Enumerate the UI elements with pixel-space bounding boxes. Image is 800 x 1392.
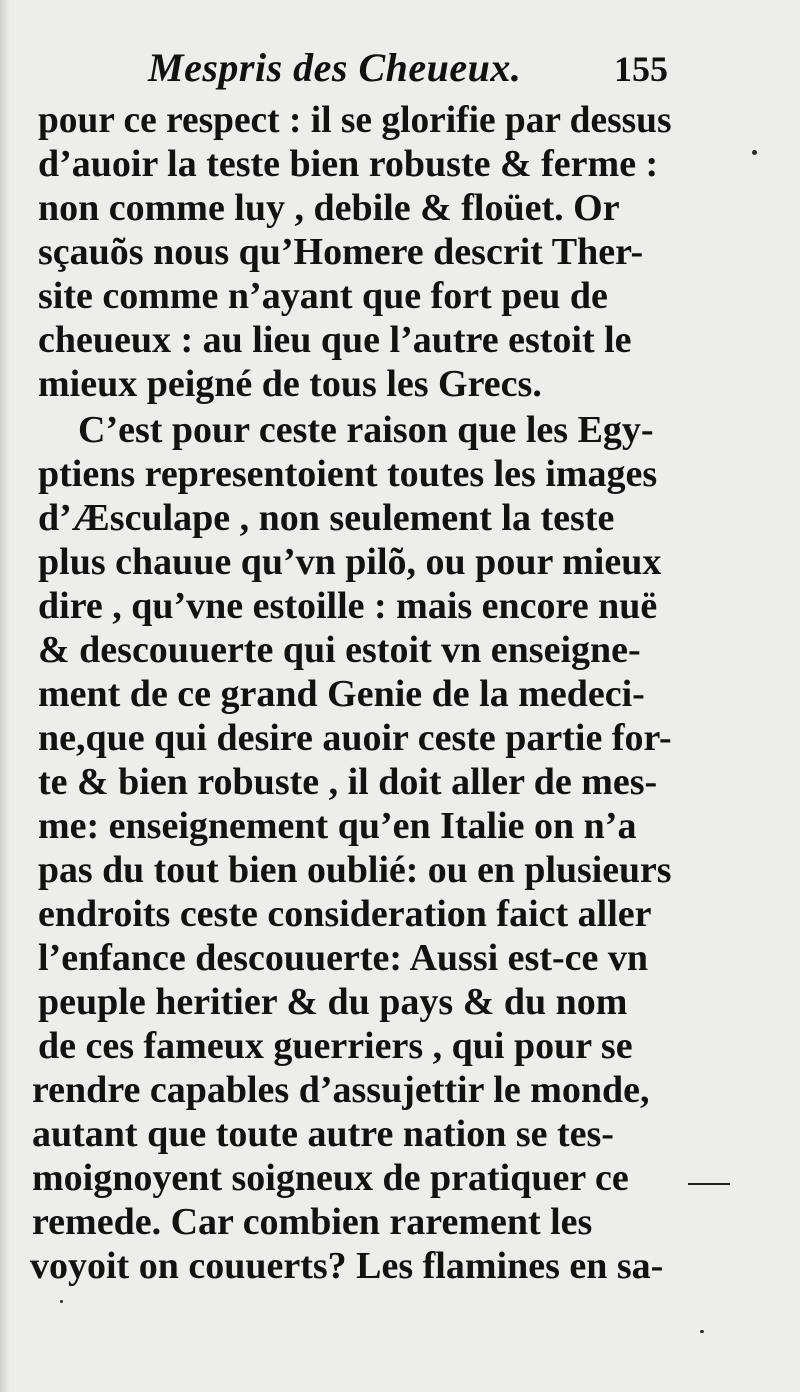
text-line: ne,que qui desire auoir ceste partie for- <box>38 717 672 759</box>
text-line: peuple heritier & du pays & du nom <box>38 981 628 1023</box>
text-line: sçauõs nous qu’Homere descrit Ther- <box>38 231 644 273</box>
text-line: mieux peigné de tous les Grecs. <box>38 363 542 405</box>
text-line: remede. Car combien rarement les <box>32 1201 593 1243</box>
ink-speck <box>60 1300 63 1303</box>
text-line: l’enfance descouuerte: Aussi est-ce vn <box>38 937 649 979</box>
text-line: dire , qu’vne estoille : mais encore nuë <box>38 585 658 627</box>
text-line: de ces fameux guerriers , qui pour se <box>38 1025 633 1067</box>
text-line: voyoit on couuerts? Les flamines en sa- <box>30 1245 664 1287</box>
page-gutter-shadow <box>0 0 10 1392</box>
text-line: rendre capables d’assujettir le monde, <box>32 1069 650 1111</box>
text-line: pour ce respect : il se glorifie par dessus <box>38 99 672 141</box>
margin-dash-mark <box>688 1183 730 1185</box>
text-line: autant que toute autre nation se tes- <box>32 1113 614 1155</box>
text-line: moignoyent soigneux de pratiquer ce <box>32 1157 629 1199</box>
page-number: 155 <box>614 49 668 89</box>
text-line: & descouuerte qui estoit vn enseigne- <box>38 629 641 671</box>
text-line: d’auoir la teste bien robuste & ferme : <box>38 143 659 185</box>
text-line: C’est pour ceste raison que les Egy- <box>78 409 654 451</box>
ink-speck <box>700 1330 704 1333</box>
text-line: site comme n’ayant que fort peu de <box>38 275 608 317</box>
page-header <box>0 44 800 94</box>
running-title: Mespris des Cheueux. <box>148 45 522 90</box>
text-line: te & bien robuste , il doit aller de mes- <box>38 761 658 803</box>
text-line: endroits ceste consideration faict aller <box>38 893 652 935</box>
text-line: pas du tout bien oublié: ou en plusieurs <box>38 849 672 891</box>
text-line: d’Æsculape , non seulement la teste <box>38 497 615 539</box>
text-line: non comme luy , debile & floüet. Or <box>38 187 620 229</box>
text-line: me: enseignement qu’en Italie on n’a <box>38 805 637 847</box>
text-line: plus chauue qu’vn pilõ, ou pour mieux <box>38 541 662 583</box>
text-line: cheueux : au lieu que l’autre estoit le <box>38 319 632 361</box>
text-line: ment de ce grand Genie de la medeci- <box>38 673 645 715</box>
ink-speck <box>752 150 757 155</box>
text-line: ptiens representoient toutes les images <box>38 453 658 495</box>
